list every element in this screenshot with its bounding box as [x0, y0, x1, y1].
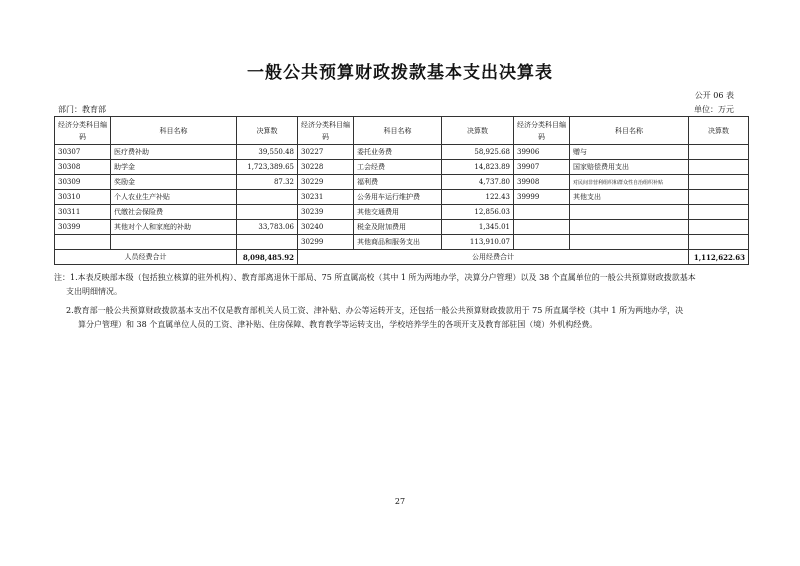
amount-cell — [689, 220, 749, 235]
note-2-line-1: 2.教育部一般公共预算财政拨款基本支出不仅是教育部机关人员工资、津补贴、办公等运转开支，还包括一般公共预算财政拨款用于 75 所直属学校（其中 1 所为两地办学，决 — [66, 306, 684, 315]
name-cell: 助学金 — [111, 160, 237, 175]
page-title: 一般公共预算财政拨款基本支出决算表 — [247, 63, 553, 83]
header-code-2: 经济分类科目编码 — [298, 117, 354, 145]
code-cell: 30308 — [55, 160, 111, 175]
header-name-3: 科目名称 — [570, 117, 689, 145]
code-cell: 30309 — [55, 175, 111, 190]
name-cell: 委托业务费 — [354, 145, 442, 160]
personnel-total-value: 8,098,485.92 — [237, 250, 298, 265]
name-cell: 赠与 — [570, 145, 689, 160]
note-1-line-1: 注：1.本表反映部本级（包括独立核算的驻外机构）、教育部离退休干部局、75 所直属高校（其中 1 所为两地办学，决算分户管理）以及 38 个直属单位的一般公共预算财政拨款基本 — [54, 273, 696, 282]
name-cell: 医疗费补助 — [111, 145, 237, 160]
amount-cell: 122.43 — [442, 190, 514, 205]
name-cell: 其他交通费用 — [354, 205, 442, 220]
name-cell: 奖励金 — [111, 175, 237, 190]
personnel-total-label: 人员经费合计 — [55, 250, 237, 265]
name-cell — [570, 205, 689, 220]
code-cell: 30231 — [298, 190, 354, 205]
amount-cell — [237, 190, 298, 205]
amount-cell — [689, 145, 749, 160]
note-2 — [54, 304, 746, 332]
code-cell: 39907 — [514, 160, 570, 175]
header-name-1: 科目名称 — [111, 117, 237, 145]
amount-cell: 33,783.06 — [237, 220, 298, 235]
table-row — [55, 205, 749, 220]
header-amount-2: 决算数 — [442, 117, 514, 145]
amount-cell — [689, 235, 749, 250]
unit-label: 单位：万元 — [694, 105, 734, 114]
name-cell: 其他支出 — [570, 190, 689, 205]
name-cell: 国家赔偿费用支出 — [570, 160, 689, 175]
code-cell: 30307 — [55, 145, 111, 160]
table-row — [55, 145, 749, 160]
amount-cell — [237, 205, 298, 220]
name-cell: 代缴社会保险费 — [111, 205, 237, 220]
code-cell: 39906 — [514, 145, 570, 160]
department-label: 部门：教育部 — [58, 105, 106, 114]
amount-cell: 58,925.68 — [442, 145, 514, 160]
table-row — [55, 160, 749, 175]
table-row — [55, 190, 749, 205]
name-cell: 福利费 — [354, 175, 442, 190]
name-cell: 公务用车运行维护费 — [354, 190, 442, 205]
name-cell: 工会经费 — [354, 160, 442, 175]
note-1-line-2: 支出明细情况。 — [66, 287, 122, 296]
table-notes — [54, 271, 746, 332]
amount-cell — [237, 235, 298, 250]
name-cell: 其他对个人和家庭的补助 — [111, 220, 237, 235]
amount-cell — [689, 205, 749, 220]
code-cell — [514, 205, 570, 220]
code-cell: 30311 — [55, 205, 111, 220]
name-cell: 对民间非营利组织和群众性自治组织补贴 — [570, 175, 689, 190]
note-1 — [54, 271, 746, 299]
expenditure-table — [54, 116, 749, 265]
amount-cell: 1,345.01 — [442, 220, 514, 235]
code-cell: 30229 — [298, 175, 354, 190]
code-cell: 30310 — [55, 190, 111, 205]
name-cell — [570, 220, 689, 235]
code-cell: 30239 — [298, 205, 354, 220]
amount-cell: 113,910.07 — [442, 235, 514, 250]
name-cell — [111, 235, 237, 250]
name-cell: 个人农业生产补贴 — [111, 190, 237, 205]
amount-cell: 12,856.03 — [442, 205, 514, 220]
public-total-label: 公用经费合计 — [298, 250, 689, 265]
table-number: 公开 06 表 — [694, 91, 734, 100]
amount-cell: 39,550.48 — [237, 145, 298, 160]
amount-cell: 1,723,389.65 — [237, 160, 298, 175]
note-2-line-2: 算分户管理）和 38 个直属单位人员的工资、津补贴、住房保障、教育教学等运转支出，学校培养学生的各项开支及教育部驻国（境）外机构经费。 — [78, 320, 598, 329]
code-cell: 30228 — [298, 160, 354, 175]
code-cell — [514, 220, 570, 235]
code-cell — [514, 235, 570, 250]
code-cell: 30399 — [55, 220, 111, 235]
table-row — [55, 220, 749, 235]
amount-cell — [689, 175, 749, 190]
name-cell — [570, 235, 689, 250]
code-cell: 39908 — [514, 175, 570, 190]
amount-cell: 87.32 — [237, 175, 298, 190]
amount-cell: 4,737.80 — [442, 175, 514, 190]
amount-cell — [689, 190, 749, 205]
amount-cell: 14,823.89 — [442, 160, 514, 175]
name-cell: 其他商品和服务支出 — [354, 235, 442, 250]
header-code-3: 经济分类科目编码 — [514, 117, 570, 145]
public-total-value: 1,112,622.63 — [689, 250, 749, 265]
page-number: 27 — [394, 497, 406, 506]
amount-cell — [689, 160, 749, 175]
table-row — [55, 235, 749, 250]
header-code-1: 经济分类科目编码 — [55, 117, 111, 145]
code-cell: 30299 — [298, 235, 354, 250]
header-amount-1: 决算数 — [237, 117, 298, 145]
code-cell: 39999 — [514, 190, 570, 205]
code-cell: 30240 — [298, 220, 354, 235]
code-cell: 30227 — [298, 145, 354, 160]
code-cell — [55, 235, 111, 250]
table-header-row — [55, 117, 749, 145]
name-cell: 税金及附加费用 — [354, 220, 442, 235]
table-row — [55, 175, 749, 190]
header-name-2: 科目名称 — [354, 117, 442, 145]
header-amount-3: 决算数 — [689, 117, 749, 145]
totals-row — [55, 250, 749, 265]
